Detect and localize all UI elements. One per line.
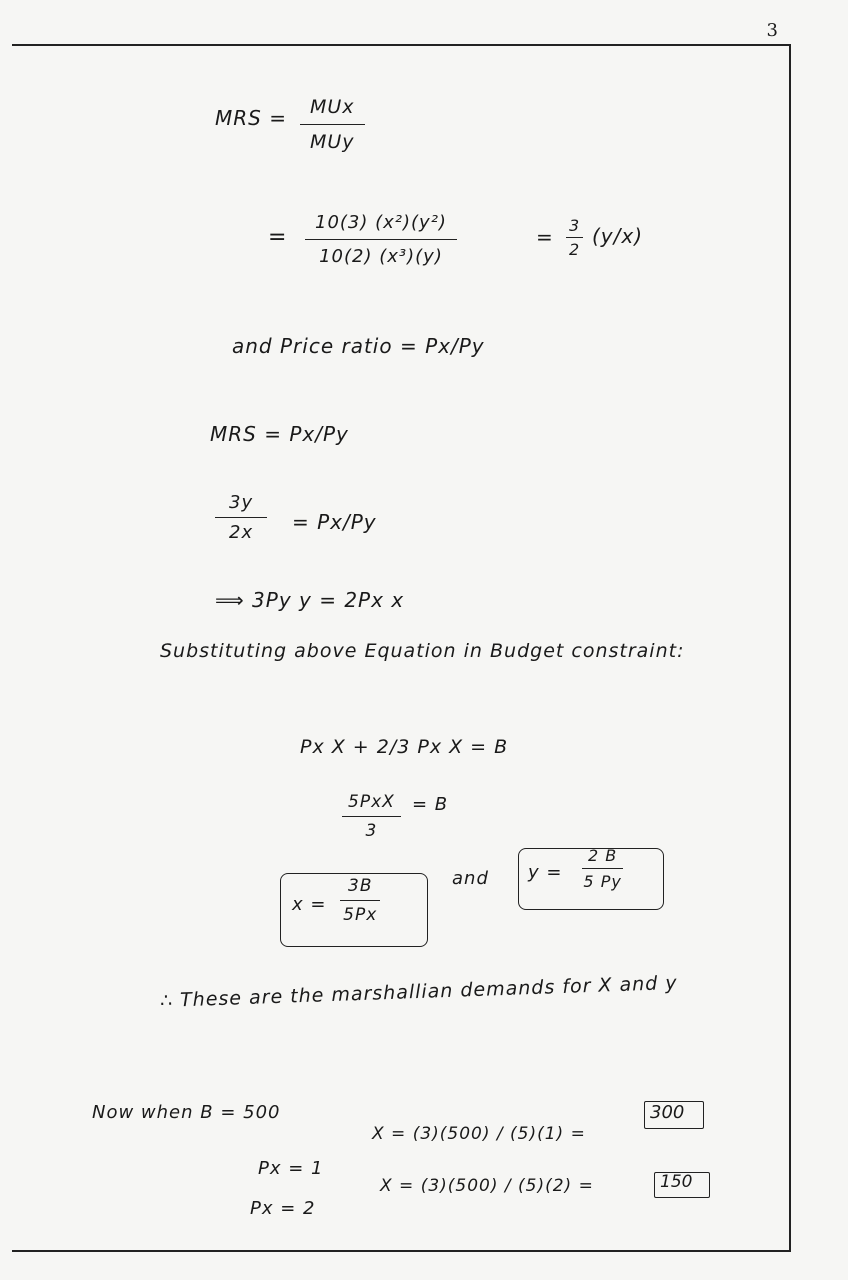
frac2 xyxy=(215,492,267,543)
frac2-numerator: 3y xyxy=(215,492,267,518)
frac2-denominator: 2x xyxy=(229,522,254,543)
x-value-two: 150 xyxy=(660,1172,693,1192)
mrs-label: MRS = xyxy=(215,106,287,130)
frac3 xyxy=(342,792,401,841)
eq1-result-fraction xyxy=(566,216,583,259)
budget-equation: Px X + 2/3 Px X = B xyxy=(300,736,509,758)
eq1-numerator: 10(3) (x²)(y²) xyxy=(305,212,457,240)
y-denominator: 5 Py xyxy=(583,872,622,891)
y-lhs: y = xyxy=(528,862,563,883)
frac3-numerator: 5PxX xyxy=(342,792,401,817)
px-two: Px = 2 xyxy=(250,1198,316,1219)
eq1-fraction xyxy=(305,212,457,267)
conclusion-line: ∴ These are the marshallian demands for X and y xyxy=(159,971,678,1012)
x-denominator: 5Px xyxy=(343,905,378,925)
mrs-fraction xyxy=(300,96,365,153)
eq1-result-denominator: 2 xyxy=(569,240,581,259)
page-number: 3 xyxy=(766,20,778,41)
eq1-result-equals: = xyxy=(536,225,554,249)
substituting-line: Substituting above Equation in Budget constraint: xyxy=(160,640,685,662)
x-fraction xyxy=(340,876,380,925)
and-word: and xyxy=(452,868,489,889)
x-numerator: 3B xyxy=(340,876,380,901)
frac2-tail: = Px/Py xyxy=(292,510,377,534)
eq1-result-numerator: 3 xyxy=(566,216,583,238)
price-ratio-line: and Price ratio = Px/Py xyxy=(232,334,485,358)
y-numerator: 2 B xyxy=(582,846,623,869)
eq1-equals: = xyxy=(268,225,288,250)
x-value-one: 300 xyxy=(650,1102,685,1123)
mrs-equals-price-ratio: MRS = Px/Py xyxy=(210,422,349,446)
now-when-line: Now when B = 500 xyxy=(92,1102,281,1123)
mrs-numerator: MUx xyxy=(300,96,365,125)
frac3-denominator: 3 xyxy=(365,821,378,841)
mrs-denominator: MUy xyxy=(310,131,355,153)
x-calc-two: X = (3)(500) / (5)(2) = xyxy=(380,1176,594,1196)
x-lhs: x = xyxy=(292,894,327,915)
implies-line: ⟹ 3Py y = 2Px x xyxy=(215,588,405,612)
frac3-tail: = B xyxy=(412,794,449,815)
eq1-denominator: 10(2) (x³)(y) xyxy=(319,246,443,267)
x-calc-one: X = (3)(500) / (5)(1) = xyxy=(372,1124,586,1144)
eq1-result-tail: (y/x) xyxy=(592,224,644,248)
px-one: Px = 1 xyxy=(258,1158,324,1179)
y-fraction xyxy=(582,846,623,891)
